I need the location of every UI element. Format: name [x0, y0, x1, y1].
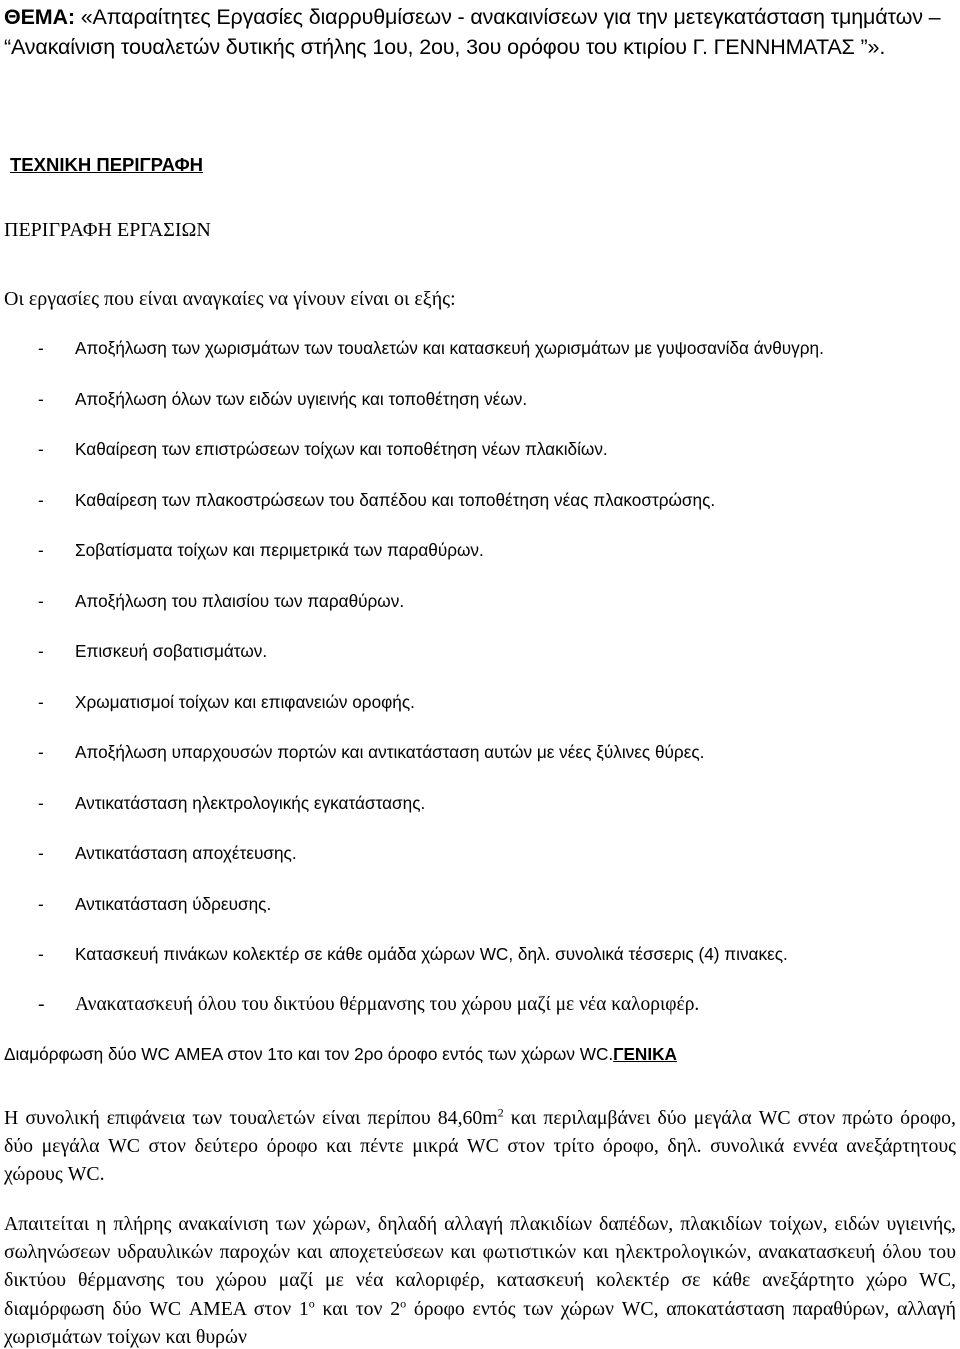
list-item	[0, 835, 960, 886]
list-dash: -	[38, 843, 44, 863]
list-item	[0, 330, 960, 381]
list-item	[0, 734, 960, 785]
list-item	[0, 381, 960, 432]
list-item-text: Αντικατάσταση αποχέτευσης.	[75, 843, 297, 863]
title-text: «Απαραίτητες Εργασίες διαρρυθμίσεων - ανακαινίσεων για την μετεγκατάσταση τμημάτων – “Ανακαίνιση τουαλετών δυτικής στήλης 1ου, 2ου, 3ου ορόφου του κτιρίου Γ. ΓΕΝΝΗΜΑΤΑΣ ”».	[4, 5, 941, 59]
paragraph-text: Απαιτείται η πλήρης ανακαίνιση των χώρων, δηλαδή αλλαγή πλακιδίων δαπέδων, πλακιδίων τοίχων, ειδών υγιεινής, σωληνώσεων υδραυλικών παροχών και αποχετεύσεων και φωτιστικών και ηλεκτρολογικών, ανακατασκευή όλου του δικτύου θέρμανσης του χώρου μαζί με νέα καλοριφέρ, κατασκευή κολεκτέρ σε κάθε ανεξάρτητο χώρο WC, διαμόρφωση δύο WC ΑΜΕΑ στον 1	[4, 1213, 956, 1320]
list-item-text: Ανακατασκευή όλου του δικτύου θέρμανσης του χώρου μαζί με νέα καλοριφέρ.	[75, 993, 700, 1015]
list-item	[0, 684, 960, 735]
list-dash: -	[38, 944, 44, 964]
superscript: ο	[400, 1296, 407, 1311]
list-dash: -	[38, 893, 44, 914]
list-item-text: Καθαίρεση των επιστρώσεων τοίχων και τοποθέτηση νέων πλακιδίων.	[75, 439, 608, 459]
list-item-text: Αποξήλωση του πλαισίου των παραθύρων.	[75, 590, 405, 611]
works-intro: Οι εργασίες που είναι αναγκαίες να γίνουν είναι οι εξής:	[4, 288, 456, 310]
general-heading: ΓΕΝΙΚΑ	[613, 1044, 677, 1064]
title-label: ΘΕΜΑ:	[4, 5, 75, 29]
amea-line	[4, 1041, 677, 1067]
list-item-text: Αντικατάσταση ηλεκτρολογικής εγκατάστασης.	[75, 792, 426, 813]
list-dash: -	[38, 540, 44, 560]
list-item	[0, 482, 960, 533]
paragraph-renovation	[4, 1210, 956, 1349]
list-dash: -	[38, 388, 44, 409]
paragraph-text: και περιλαμβάνει δύο μεγάλα WC στον πρώτο όροφο, δύο μεγάλα WC στον δεύτερο όροφο και πέντε μικρά WC στον τρίτο όροφο, δηλ. συνολικά εννέα ανεξάρτητους χώρους WC.	[4, 1107, 956, 1186]
list-item-text: Χρωματισμοί τοίχων και επιφανειών οροφής.	[75, 691, 415, 712]
list-dash: -	[38, 691, 44, 712]
list-item	[0, 583, 960, 634]
list-dash: -	[38, 641, 44, 661]
list-item-text: Κατασκευή πινάκων κολεκτέρ σε κάθε ομάδα χώρων WC, δηλ. συνολικά τέσσερις (4) πινακες.	[75, 944, 788, 964]
list-item	[0, 886, 960, 937]
list-item-text: Καθαίρεση των πλακοστρώσεων του δαπέδου και τοποθέτηση νέας πλακοστρώσης.	[75, 489, 716, 510]
list-dash: -	[38, 489, 44, 510]
list-dash: -	[38, 590, 44, 611]
list-item	[0, 633, 960, 684]
document-title	[4, 2, 956, 62]
paragraph-total-area	[4, 1104, 956, 1189]
amea-text: Διαμόρφωση δύο WC ΑΜΕΑ στον 1το και τον 2ρο όροφο εντός των χώρων WC.	[4, 1044, 614, 1064]
list-item-text: Σοβατίσματα τοίχων και περιμετρικά των παραθύρων.	[75, 540, 484, 560]
list-item	[0, 785, 960, 836]
technical-description-heading: ΤΕΧΝΙΚΗ ΠΕΡΙΓΡΑΦΗ	[10, 154, 204, 175]
list-item-text: Αποξήλωση των χωρισμάτων των τουαλετών και κατασκευή χωρισμάτων με γυψοσανίδα άνθυγρη.	[75, 338, 824, 358]
list-item-text: Επισκευή σοβατισμάτων.	[75, 641, 268, 661]
list-item-text: Αποξήλωση όλων των ειδών υγιεινής και τοποθέτηση νέων.	[75, 388, 528, 409]
paragraph-text: Η συνολική επιφάνεια των τουαλετών είναι περίπου 84,60m	[4, 1107, 498, 1129]
works-description-heading: ΠΕΡΙΓΡΑΦΗ ΕΡΓΑΣΙΩΝ	[4, 219, 211, 241]
list-item	[0, 987, 960, 1038]
list-item-text: Αποξήλωση υπαρχουσών πορτών και αντικατάσταση αυτών με νέες ξύλινες θύρες.	[75, 742, 705, 762]
list-dash: -	[38, 993, 45, 1015]
list-item	[0, 936, 960, 987]
paragraph-text: όροφο εντός των χώρων WC, αποκατάσταση παραθύρων, αλλαγή χωρισμάτων τοίχων και θυρών	[4, 1297, 957, 1348]
superscript: 2	[497, 1105, 504, 1120]
list-dash: -	[38, 742, 44, 762]
list-item	[0, 532, 960, 583]
paragraph-text: και τον 2	[314, 1297, 401, 1320]
works-list	[0, 330, 960, 1037]
list-dash: -	[38, 439, 44, 459]
list-item	[0, 431, 960, 482]
list-item-text: Αντικατάσταση ύδρευσης.	[75, 893, 272, 914]
superscript: ο	[308, 1296, 315, 1311]
list-dash: -	[38, 792, 44, 813]
list-dash: -	[38, 338, 44, 358]
